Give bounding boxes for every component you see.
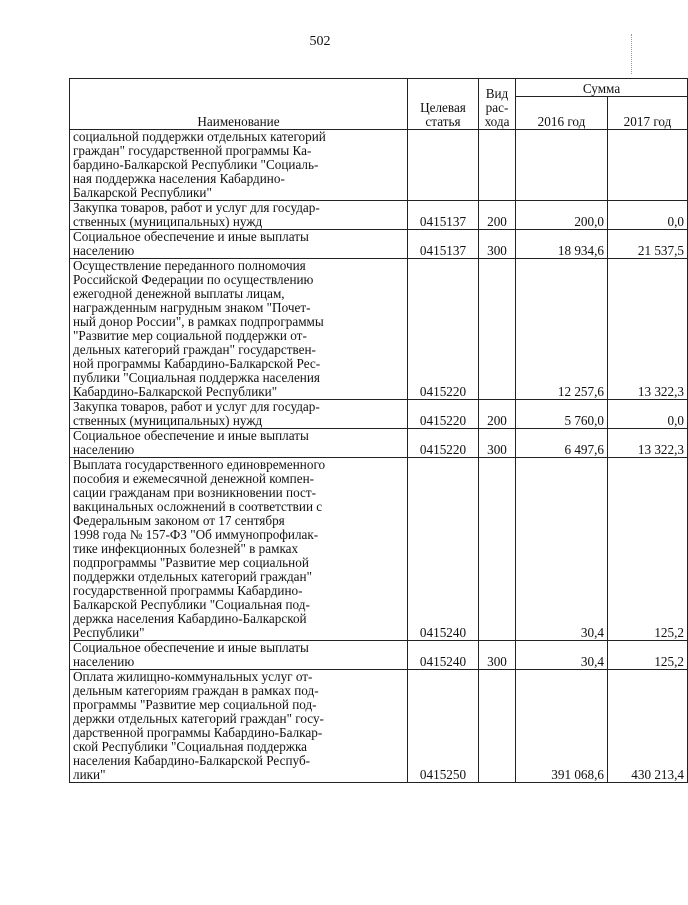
row-expense-type: 300 xyxy=(479,641,516,670)
row-expense-type: 200 xyxy=(479,201,516,230)
row-expense-type xyxy=(479,259,516,400)
header-year-2016: 2016 год xyxy=(516,97,608,130)
header-sum: Сумма xyxy=(516,79,688,97)
row-sum-2016: 18 934,6 xyxy=(516,230,608,259)
table-row xyxy=(70,641,688,670)
table-row xyxy=(70,670,688,783)
row-target-article: 0415250 xyxy=(408,670,479,783)
row-target-article xyxy=(408,130,479,201)
row-sum-2016: 12 257,6 xyxy=(516,259,608,400)
row-name: Закупка товаров, работ и услуг для государ- ственных (муниципальных) нужд xyxy=(70,400,408,429)
row-expense-type: 300 xyxy=(479,429,516,458)
table-row xyxy=(70,201,688,230)
row-name: Социальное обеспечение и иные выплаты населению xyxy=(70,641,408,670)
row-sum-2016: 5 760,0 xyxy=(516,400,608,429)
table-row xyxy=(70,400,688,429)
row-target-article: 0415220 xyxy=(408,400,479,429)
row-expense-type xyxy=(479,670,516,783)
row-target-article: 0415220 xyxy=(408,259,479,400)
row-sum-2017: 0,0 xyxy=(608,201,688,230)
row-sum-2017: 430 213,4 xyxy=(608,670,688,783)
table-row xyxy=(70,259,688,400)
row-sum-2016: 200,0 xyxy=(516,201,608,230)
row-sum-2016: 6 497,6 xyxy=(516,429,608,458)
header-name: Наименование xyxy=(70,79,408,130)
row-target-article: 0415240 xyxy=(408,641,479,670)
header-expense-type: Вид рас- хода xyxy=(479,79,516,130)
page-number: 502 xyxy=(309,34,331,49)
row-name: Социальное обеспечение и иные выплаты населению xyxy=(70,230,408,259)
row-sum-2016: 30,4 xyxy=(516,641,608,670)
row-name: социальной поддержки отдельных категорий граждан" государственной программы Ка- бардино-Балкарской Республики "Социаль- ная поддержка населения Кабардино- Балкарской Республики" xyxy=(70,130,408,201)
row-sum-2017: 13 322,3 xyxy=(608,259,688,400)
header-year-2017: 2017 год xyxy=(608,97,688,130)
row-expense-type: 200 xyxy=(479,400,516,429)
row-sum-2017: 21 537,5 xyxy=(608,230,688,259)
row-name: Выплата государственного единовременного пособия и ежемесячной денежной компен- сации гражданам при возникновении пост- вакцинальных осложнений в соответствии с Федеральным законом от 17 сентября 1998 года № 157-ФЗ "Об иммунопрофилак- тике инфекционных болезней" в рамках подпрограммы "Развитие мер социальной поддержки отдельных категорий граждан" государственной программы Кабардино- Балкарской Республики "Социальная под- держка населения Кабардино-Балкарской Республики" xyxy=(70,458,408,641)
row-name: Закупка товаров, работ и услуг для государ- ственных (муниципальных) нужд xyxy=(70,201,408,230)
row-sum-2017: 0,0 xyxy=(608,400,688,429)
row-name: Социальное обеспечение и иные выплаты населению xyxy=(70,429,408,458)
row-expense-type xyxy=(479,458,516,641)
row-sum-2017: 13 322,3 xyxy=(608,429,688,458)
row-name: Осуществление переданного полномочия Российской Федерации по осуществлению ежегодной денежной выплаты лицам, награжденным нагрудным знаком "Почет- ный донор России", в рамках подпрограммы "Развитие мер социальной поддержки от- дельных категорий граждан" государствен- ной программы Кабардино-Балкарской Рес- публики "Социальная поддержка населения Кабардино-Балкарской Республики" xyxy=(70,259,408,400)
row-sum-2016: 30,4 xyxy=(516,458,608,641)
row-target-article: 0415220 xyxy=(408,429,479,458)
row-sum-2017: 125,2 xyxy=(608,641,688,670)
row-expense-type: 300 xyxy=(479,230,516,259)
row-name: Оплата жилищно-коммунальных услуг от- дельным категориям граждан в рамках под- программы "Развитие мер социальной под- держки отдельных категорий граждан" госу- дарственной программы Кабардино-Балкар- ской Республики "Социальная поддержка населения Кабардино-Балкарской Респуб- лики" xyxy=(70,670,408,783)
table-row xyxy=(70,458,688,641)
row-sum-2017 xyxy=(608,130,688,201)
table-body xyxy=(70,130,688,783)
row-target-article: 0415137 xyxy=(408,201,479,230)
table-row xyxy=(70,230,688,259)
page-edge-mark xyxy=(631,34,638,74)
table-row xyxy=(70,429,688,458)
budget-table xyxy=(69,78,688,783)
table-row xyxy=(70,130,688,201)
row-sum-2016: 391 068,6 xyxy=(516,670,608,783)
row-sum-2017: 125,2 xyxy=(608,458,688,641)
row-sum-2016 xyxy=(516,130,608,201)
header-target-article: Целевая статья xyxy=(408,79,479,130)
row-target-article: 0415137 xyxy=(408,230,479,259)
row-target-article: 0415240 xyxy=(408,458,479,641)
row-expense-type xyxy=(479,130,516,201)
